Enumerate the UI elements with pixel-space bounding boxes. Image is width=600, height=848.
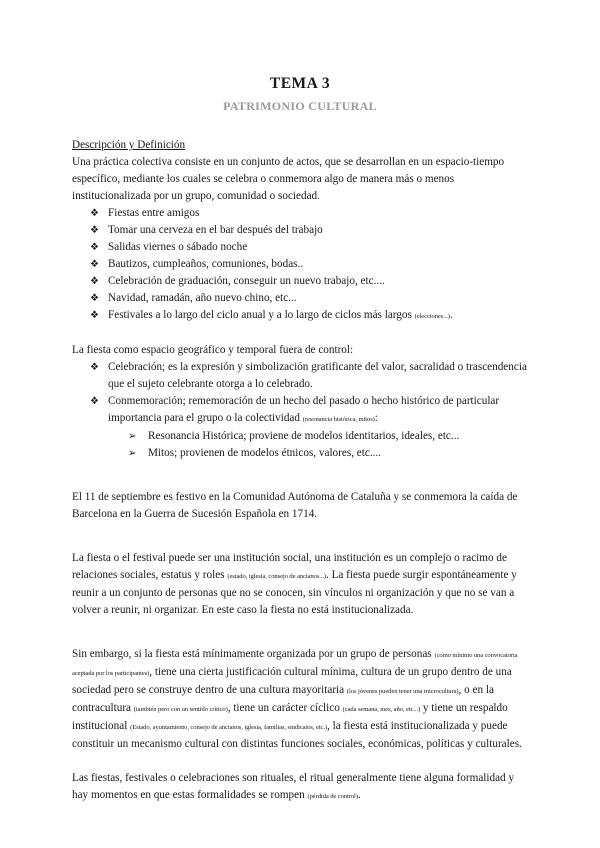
list-item: ❖ Fiestas entre amigos	[90, 205, 528, 222]
diamond-bullet-icon: ❖	[90, 362, 99, 373]
aside-note: (cada semana, mes, año, etc...)	[342, 706, 421, 713]
aside-note: (los jóvenes pueden tener una microcultura)	[346, 688, 459, 695]
aside-note: (elecciones...)	[414, 313, 450, 320]
list-item: ❖ Tomar una cerveza en el bar después del trabajo	[90, 222, 528, 239]
diamond-bullet-icon: ❖	[90, 293, 99, 304]
diamond-bullet-icon: ❖	[90, 396, 99, 407]
examples-list	[72, 205, 528, 325]
fiesta-intro: La fiesta como espacio geográfico y temporal fuera de control:	[72, 344, 354, 356]
list-item: ❖ Navidad, ramadán, año nuevo chino, etc...	[90, 290, 528, 307]
paragraph-rituales: Las fiestas, festivales o celebraciones son rituales, el ritual generalmente tiene alguna formalidad y hay momentos en que estas formalidades se rompen (pérdida de control).	[72, 772, 515, 801]
list-item: ❖ Conmemoración; rememoración de un hecho del pasado o hecho histórico de particular importancia para el grupo o la colectividad (resonancia histórica, mitos): ➢ Resonancia Histórica; proviene de modelos identitarios, ideales, etc... ➢ Mitos; provienen de modelos étnicos, valores, etc....	[90, 393, 528, 462]
diamond-bullet-icon: ❖	[90, 259, 99, 270]
list-item: ❖ Bautizos, cumpleaños, comuniones, bodas..	[90, 256, 528, 273]
paragraph-cataluna: El 11 de septiembre es festivo en la Comunidad Autónoma de Cataluña y se conmemora la caída de Barcelona en la Guerra de Sucesión Española en 1714.	[72, 491, 518, 520]
list-item: ❖ Celebración de graduación, conseguir un nuevo trabajo, etc....	[90, 273, 528, 290]
sub-list	[108, 428, 528, 462]
arrow-bullet-icon: ➢	[128, 448, 137, 459]
page-title: TEMA 3	[269, 75, 331, 92]
diamond-bullet-icon: ❖	[90, 242, 99, 253]
aside-note: (resonancia histórica, mitos)	[302, 416, 375, 423]
aside-note: (Estado, ayuntamiento, consejo de ancianos, iglesia, familias, sindicatos, etc.)	[130, 724, 328, 731]
list-item: ❖ Salidas viernes o sábado noche	[90, 239, 528, 256]
diamond-bullet-icon: ❖	[90, 208, 99, 219]
diamond-bullet-icon: ❖	[90, 276, 99, 287]
aside-note: (también pero con un sentido crítico)	[133, 706, 228, 713]
diamond-bullet-icon: ❖	[90, 310, 99, 321]
sub-list-item: ➢ Mitos; provienen de modelos étnicos, valores, etc....	[128, 445, 528, 462]
aside-note: (pérdida de control)	[307, 793, 358, 800]
fiesta-list	[72, 359, 528, 462]
list-item: ❖ Festivales a lo largo del ciclo anual y a lo largo de ciclos más largos (elecciones...).	[90, 307, 528, 325]
section-heading: Descripción y Definición	[72, 139, 186, 151]
aside-note: (como mínimo una convocatoria aceptada por los participantes)	[72, 652, 518, 677]
aside-note: (estado, iglesia, consejo de ancianos...)	[227, 573, 326, 580]
sub-list-item: ➢ Resonancia Histórica; proviene de modelos identitarios, ideales, etc...	[128, 428, 528, 445]
diamond-bullet-icon: ❖	[90, 225, 99, 236]
paragraph-institucion: La fiesta o el festival puede ser una institución social, una institución es un complejo o racimo de relaciones sociales, estatus y roles (estado, iglesia, consejo de ancianos...). La fiesta puede surgir espontáneamente y reunir a un conjunto de personas que no se conocen, sin vínculos ni organización y que no se van a volver a reunir, ni organizar. En este caso la fiesta no está institucionalizada.	[72, 552, 517, 616]
list-item: ❖ Celebración; es la expresión y simbolización gratificante del valor, sacralidad o trascendencia que el sujeto celebrante otorga a lo celebrado.	[90, 361, 527, 390]
arrow-bullet-icon: ➢	[128, 431, 137, 442]
page-subtitle: PATRIMONIO CULTURAL	[223, 99, 377, 113]
section-intro: Una práctica colectiva consiste en un conjunto de actos, que se desarrollan en un espacio-tiempo específico, mediante los cuales se celebra o conmemora algo de manera más o menos institucionalizada por un grupo, comunidad o sociedad.	[72, 156, 505, 202]
paragraph-organizada: Sin embargo, si la fiesta está mínimamente organizada por un grupo de personas (como mínimo una convocatoria aceptada por los participantes), tiene una cierta justificación cultural mínima, cultura de un grupo dentro de una sociedad pero se construye dentro de una cultura mayoritaria (los jóvenes pueden tener una microcultura), o en la contracultura (también pero con un sentido crítico), tiene un carácter cíclico (cada semana, mes, año, etc...) y tiene un respaldo institucional (Estado, ayuntamiento, consejo de ancianos, iglesia, familias, sindicatos, etc.), la fiesta está institucionalizada y puede constituir un mecanismo cultural con distintas funciones sociales, económicas, políticas y culturales.	[72, 648, 522, 750]
